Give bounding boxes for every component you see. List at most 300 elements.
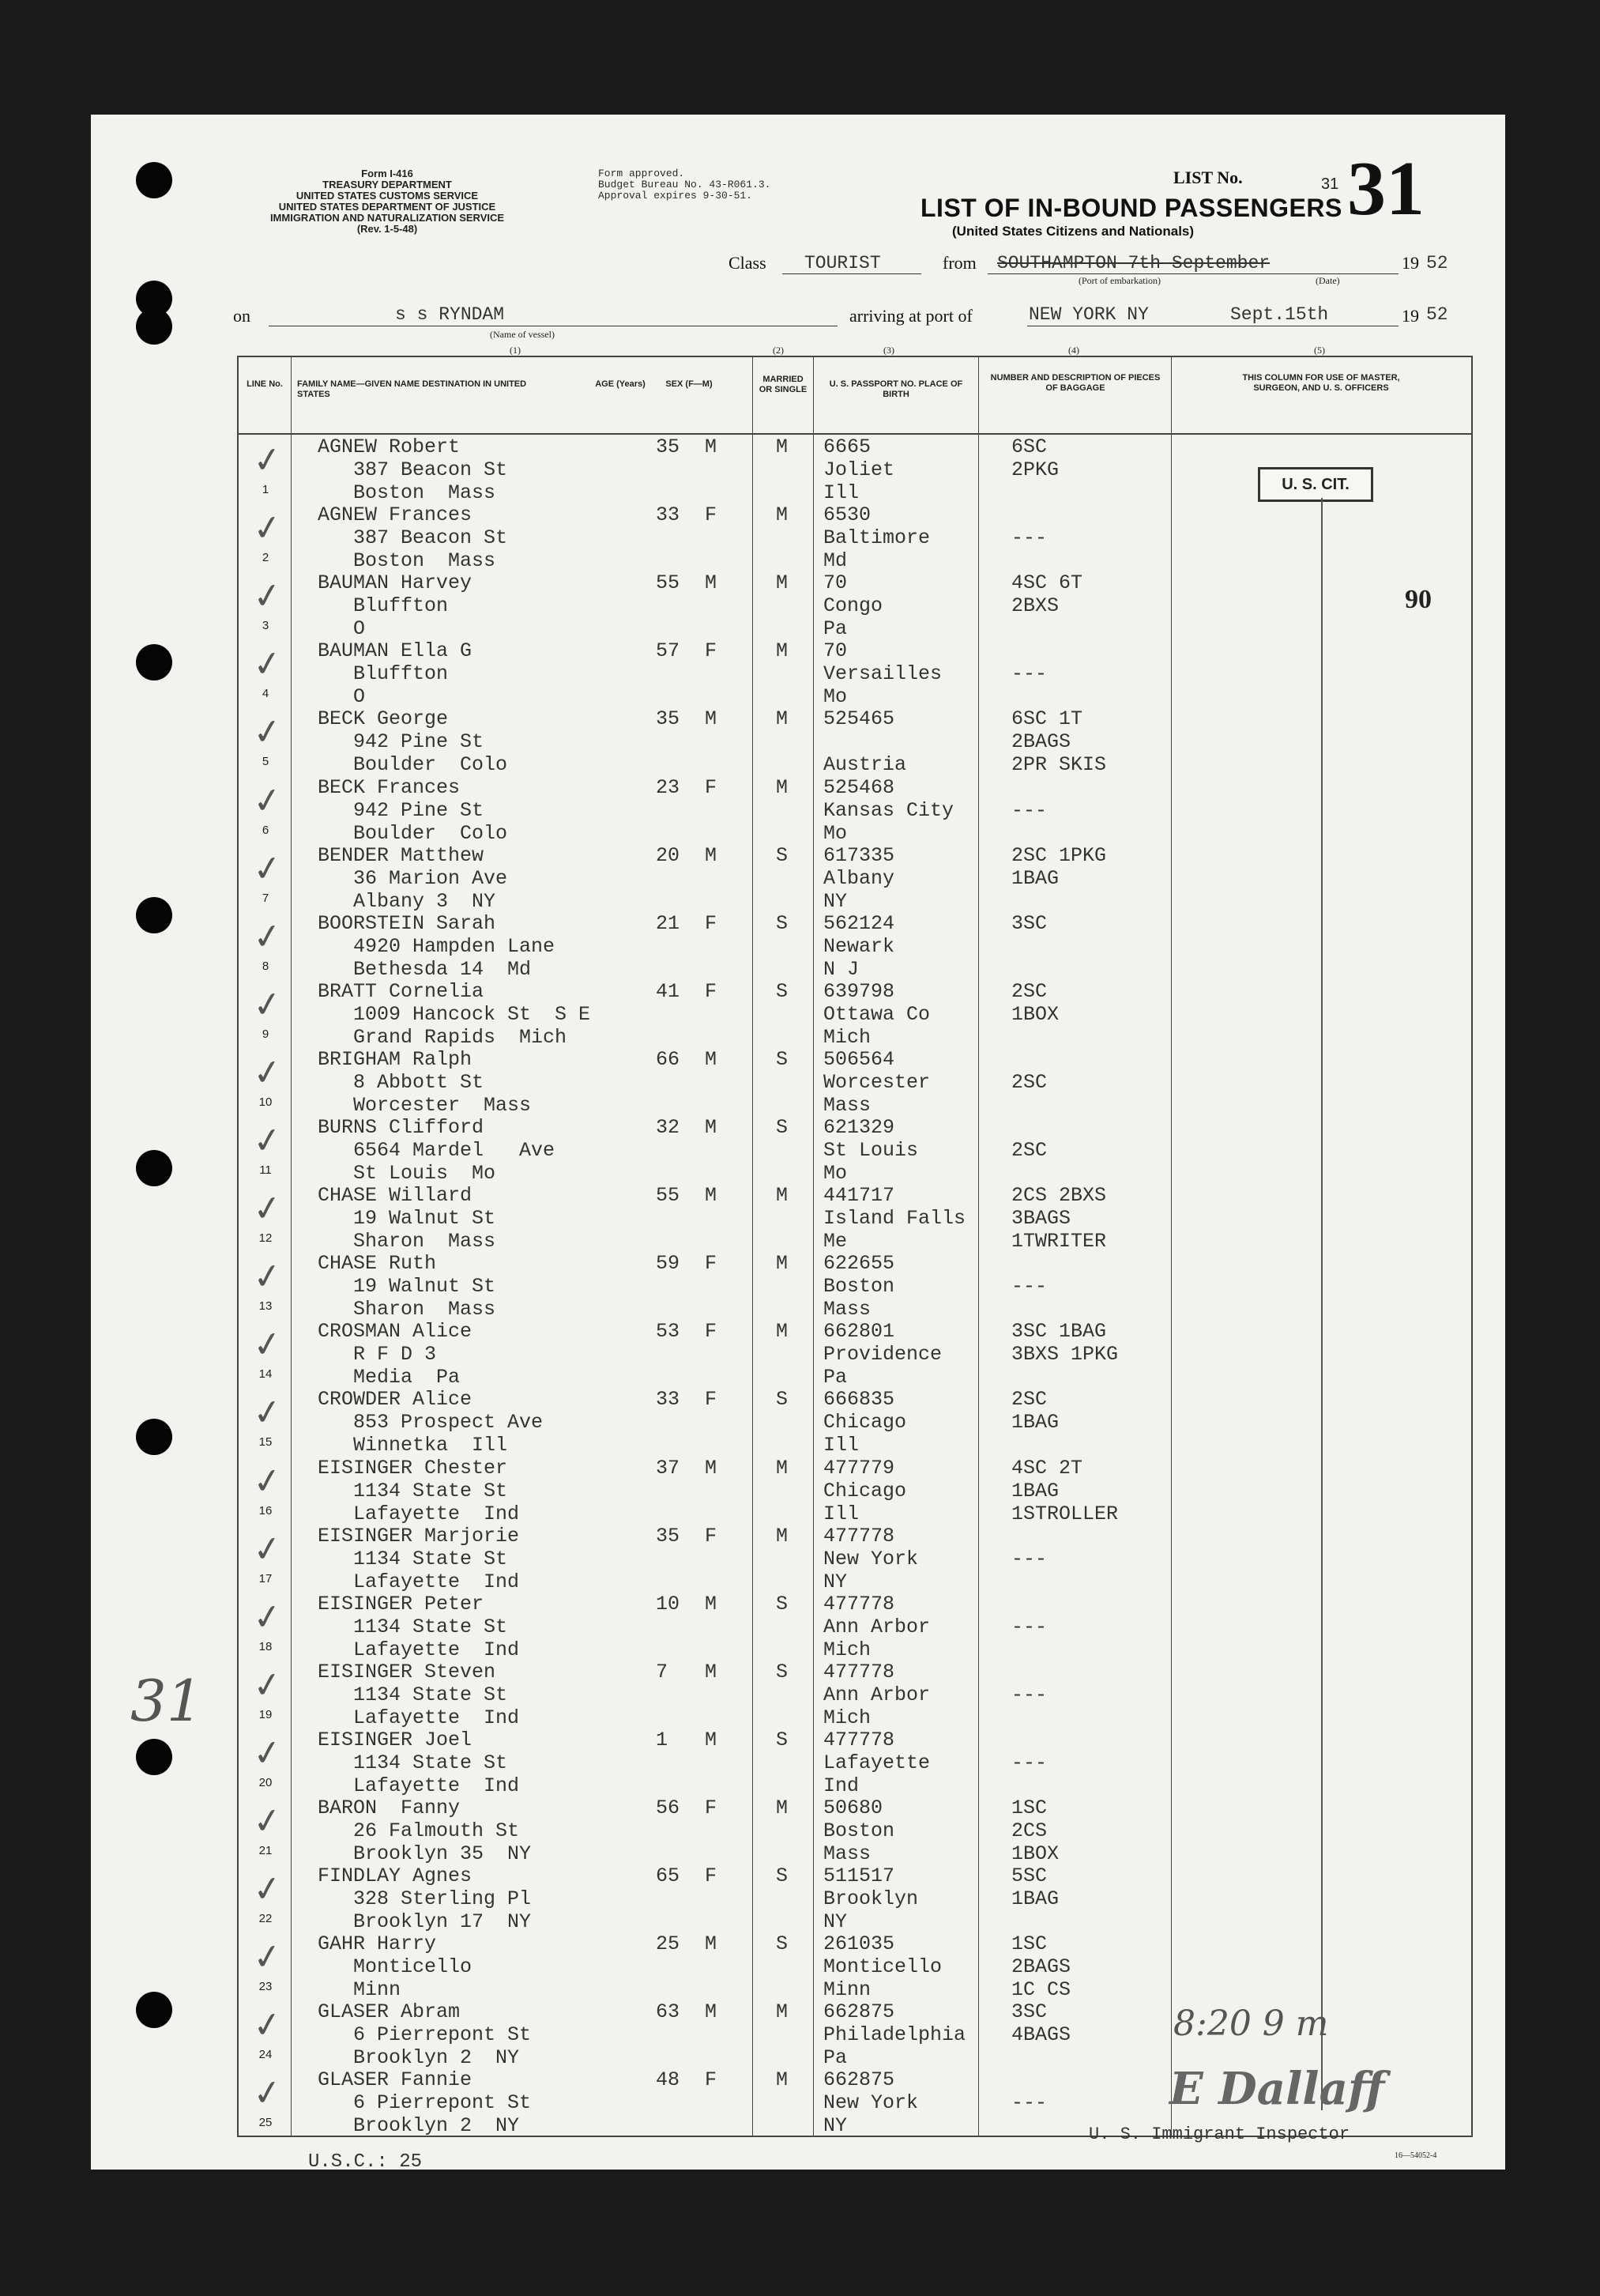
- birthplace: Island Falls: [823, 1207, 966, 1231]
- birthplace: Monticello: [823, 1955, 943, 1979]
- check-mark-icon: ✓: [250, 1935, 285, 1980]
- header-baggage: NUMBER AND DESCRIPTION OF PIECES OF BAGGAGE: [990, 373, 1161, 393]
- age: 35: [656, 707, 680, 731]
- table-row: [239, 1386, 1471, 1457]
- line-number: 18: [258, 1639, 273, 1653]
- header-married: MARRIED OR SINGLE: [759, 375, 808, 394]
- marital-status: S: [776, 1047, 789, 1071]
- sex: M: [705, 1184, 717, 1208]
- col-num: (1): [510, 345, 521, 356]
- baggage: 4BAGS: [1011, 2023, 1071, 2047]
- vessel-caption: (Name of vessel): [490, 329, 555, 340]
- baggage: 1BOX: [1011, 1842, 1060, 1865]
- check-mark-icon: ✓: [250, 1118, 285, 1163]
- baggage: 1C CS: [1011, 1978, 1071, 2002]
- passport-no: 639798: [823, 979, 895, 1003]
- age: 65: [656, 1864, 680, 1888]
- address-line: 26 Falmouth St: [353, 1819, 520, 1842]
- birthplace: Albany: [823, 866, 895, 890]
- address-city: Boston Mass: [353, 481, 496, 504]
- table-row: [239, 1114, 1471, 1185]
- year-label: 19: [1402, 253, 1419, 273]
- passenger-name: BURNS Clifford: [318, 1116, 484, 1139]
- birthplace: Ann Arbor: [823, 1615, 931, 1638]
- birthplace-state: Pa: [823, 2046, 848, 2070]
- address-city: Lafayette Ind: [353, 1706, 520, 1729]
- birthplace: New York: [823, 2091, 919, 2115]
- address-line: 1134 State St: [353, 1615, 508, 1638]
- baggage: 2CS 2BXS: [1011, 1184, 1107, 1208]
- list-no-small: 31: [1321, 175, 1339, 193]
- passenger-name: GLASER Fannie: [318, 2068, 472, 2092]
- table-row: [239, 1795, 1471, 1865]
- birthplace: Congo: [823, 594, 883, 618]
- table-row: [239, 1727, 1471, 1797]
- line-number: 24: [258, 2048, 273, 2062]
- address-city: Sharon Mass: [353, 1230, 496, 1254]
- header-line-no: LINE No.: [247, 379, 283, 389]
- binder-hole: [136, 897, 172, 933]
- address-line: 1134 State St: [353, 1479, 508, 1502]
- address-line: 1134 State St: [353, 1547, 508, 1570]
- check-mark-icon: ✓: [250, 1867, 285, 1912]
- marital-status: S: [776, 979, 789, 1003]
- date-caption: (Date): [1316, 275, 1340, 286]
- age: 33: [656, 1388, 680, 1412]
- sex: M: [705, 1932, 717, 1956]
- form-title: LIST OF IN-BOUND PASSENGERS: [920, 194, 1342, 222]
- baggage: 4SC 2T: [1011, 1456, 1083, 1480]
- col-num: (2): [773, 345, 784, 356]
- passenger-name: BAUMAN Harvey: [318, 571, 472, 595]
- check-mark-icon: ✓: [250, 1527, 285, 1571]
- passenger-name: CHASE Willard: [318, 1184, 472, 1208]
- treasury-dept: TREASURY DEPARTMENT: [322, 179, 452, 190]
- address-line: 6 Pierrepont St: [353, 2023, 532, 2047]
- birthplace: Chicago: [823, 1479, 907, 1502]
- age: 21: [656, 911, 680, 935]
- age: 63: [656, 2000, 680, 2024]
- birthplace-state: NY: [823, 1570, 848, 1593]
- table-row: [239, 706, 1471, 777]
- arriving-label: arriving at port of: [849, 306, 973, 326]
- marital-status: M: [776, 639, 789, 663]
- passenger-name: EISINGER Marjorie: [318, 1524, 520, 1548]
- baggage: ---: [1011, 1751, 1048, 1774]
- marital-status: M: [776, 1184, 789, 1208]
- passenger-name: GLASER Abram: [318, 2000, 461, 2024]
- birthplace: New York: [823, 1547, 919, 1570]
- birthplace-state: Md: [823, 549, 848, 573]
- approval-expiry: Approval expires 9-30-51.: [598, 190, 753, 202]
- passenger-name: AGNEW Robert: [318, 435, 461, 458]
- header-officers: THIS COLUMN FOR USE OF MASTER, SURGEON, AND U. S. OFFICERS: [1242, 373, 1400, 393]
- table-row: [239, 978, 1471, 1049]
- check-mark-icon: ✓: [250, 642, 285, 687]
- check-mark-icon: ✓: [250, 914, 285, 959]
- check-mark-icon: ✓: [250, 1050, 285, 1095]
- birthplace-state: Pa: [823, 1366, 848, 1389]
- line-number: 22: [258, 1912, 273, 1926]
- baggage: 2PKG: [1011, 458, 1060, 481]
- table-row: [239, 775, 1471, 845]
- line-number: 13: [258, 1299, 273, 1314]
- check-mark-icon: ✓: [250, 1799, 285, 1844]
- check-mark-icon: ✓: [250, 2072, 285, 2116]
- birthplace-state: N J: [823, 957, 860, 981]
- customs-service: UNITED STATES CUSTOMS SERVICE: [296, 190, 479, 202]
- header-sex: SEX (F—M): [665, 379, 713, 389]
- address-line: Bluffton: [353, 662, 449, 686]
- baggage: ---: [1011, 1275, 1048, 1299]
- check-mark-icon: ✓: [250, 846, 285, 891]
- address-line: 853 Prospect Ave: [353, 1411, 544, 1435]
- address-line: 1009 Hancock St S E: [353, 1002, 591, 1026]
- marital-status: M: [776, 2068, 789, 2092]
- birthplace-state: Ind: [823, 1774, 860, 1797]
- passenger-name: EISINGER Steven: [318, 1660, 496, 1683]
- age: 66: [656, 1047, 680, 1071]
- on-label: on: [233, 306, 250, 326]
- baggage: 2BAGS: [1011, 1955, 1071, 1979]
- birthplace: Philadelphia: [823, 2023, 966, 2047]
- table-row: [239, 1455, 1471, 1525]
- sex: F: [705, 1524, 717, 1548]
- check-mark-icon: ✓: [250, 1459, 285, 1503]
- passport-no: 477779: [823, 1456, 895, 1480]
- line-number: 10: [258, 1095, 273, 1109]
- table-row: [239, 843, 1471, 913]
- table-row: [239, 1863, 1471, 1934]
- baggage: 1BOX: [1011, 1002, 1060, 1026]
- line-number: 20: [258, 1775, 273, 1789]
- passport-no: 525468: [823, 775, 895, 799]
- address-city: Sharon Mass: [353, 1298, 496, 1321]
- line-number: 19: [258, 1707, 273, 1721]
- baggage: 2BXS: [1011, 594, 1060, 618]
- sex: M: [705, 1456, 717, 1480]
- passenger-name: GAHR Harry: [318, 1932, 437, 1956]
- address-line: 8 Abbott St: [353, 1070, 484, 1094]
- age: 23: [656, 775, 680, 799]
- age: 1: [656, 1728, 668, 1751]
- marital-status: S: [776, 843, 789, 867]
- check-mark-icon: ✓: [250, 1391, 285, 1435]
- address-city: Boston Mass: [353, 549, 496, 573]
- address-city: Winnetka Ill: [353, 1434, 508, 1457]
- marital-status: S: [776, 1116, 789, 1139]
- budget-bureau: Budget Bureau No. 43-R061.3.: [598, 179, 771, 190]
- passport-no: 562124: [823, 911, 895, 935]
- sex: F: [705, 1864, 717, 1888]
- header-age: AGE (Years): [595, 379, 646, 389]
- baggage: ---: [1011, 1683, 1048, 1706]
- passenger-name: CROSMAN Alice: [318, 1320, 472, 1344]
- age: 55: [656, 1184, 680, 1208]
- sex: M: [705, 1728, 717, 1751]
- table-row: [239, 1591, 1471, 1661]
- handwritten-time: 8:20 9 m: [1173, 2004, 1329, 2044]
- birthplace-state: NY: [823, 2114, 848, 2138]
- birthplace-state: Mass: [823, 1093, 872, 1117]
- sex: F: [705, 503, 717, 527]
- birthplace-state: Pa: [823, 617, 848, 641]
- birthplace: Ann Arbor: [823, 1683, 931, 1706]
- form-number: Form I-416: [361, 168, 413, 179]
- baggage: 3SC: [1011, 2000, 1048, 2024]
- passenger-name: BECK Frances: [318, 775, 461, 799]
- passport-no: 622655: [823, 1252, 895, 1276]
- birthplace: Kansas City: [823, 798, 954, 822]
- passenger-name: BARON Fanny: [318, 1796, 461, 1819]
- line-number: 25: [258, 2116, 273, 2130]
- baggage: 1BAG: [1011, 1887, 1060, 1911]
- sex: M: [705, 1047, 717, 1071]
- col-num: (5): [1314, 345, 1325, 356]
- table-row: [239, 1046, 1471, 1117]
- address-city: Boulder Colo: [353, 821, 508, 845]
- birthplace: Baltimore: [823, 526, 931, 550]
- table-row: [239, 910, 1471, 981]
- baggage: ---: [1011, 526, 1048, 550]
- baggage: 2SC: [1011, 1388, 1048, 1412]
- arrival-year-label: 19: [1402, 306, 1419, 326]
- baggage: 1SC: [1011, 1796, 1048, 1819]
- line-number: 21: [258, 1844, 273, 1857]
- binder-hole: [136, 1992, 172, 2028]
- passport-no: 477778: [823, 1728, 895, 1751]
- birthplace-state: Ill: [823, 1502, 860, 1525]
- us-citizen-stamp: U. S. CIT.: [1258, 467, 1373, 502]
- birthplace-state: Me: [823, 1230, 848, 1254]
- sex: F: [705, 1388, 717, 1412]
- table-row: [239, 1523, 1471, 1593]
- birthplace: Boston: [823, 1819, 895, 1842]
- birthplace: Brooklyn: [823, 1887, 919, 1911]
- table-row: [239, 638, 1471, 709]
- line-number: 12: [258, 1231, 273, 1246]
- binder-hole: [136, 162, 172, 198]
- line-number: 17: [258, 1571, 273, 1585]
- col-num: (4): [1068, 345, 1079, 356]
- line-number: 8: [262, 959, 269, 973]
- form-subtitle: (United States Citizens and Nationals): [952, 224, 1195, 239]
- line-number: 7: [262, 891, 269, 905]
- passenger-name: BAUMAN Ella G: [318, 639, 472, 663]
- birthplace-state: Minn: [823, 1978, 872, 2002]
- address-city: Minn: [353, 1978, 401, 2002]
- line-number: 11: [259, 1163, 272, 1177]
- address-line: 6564 Mardel Ave: [353, 1139, 555, 1162]
- ins-service: IMMIGRATION AND NATURALIZATION SERVICE: [269, 212, 505, 224]
- passport-no: 525465: [823, 707, 895, 731]
- table-row: [239, 1250, 1471, 1321]
- marital-status: M: [776, 435, 789, 458]
- marital-status: S: [776, 1592, 789, 1615]
- marital-status: S: [776, 1864, 789, 1888]
- line-number: 15: [258, 1435, 273, 1450]
- arrival-year: 52: [1426, 304, 1448, 325]
- passport-no: 6665: [823, 435, 872, 458]
- line-number: 9: [262, 1027, 269, 1041]
- baggage: 2SC 1PKG: [1011, 843, 1107, 867]
- address-city: Lafayette Ind: [353, 1570, 520, 1593]
- baggage: 2CS: [1011, 1819, 1048, 1842]
- birthplace-state: NY: [823, 889, 848, 913]
- address-line: 387 Beacon St: [353, 458, 508, 481]
- age: 20: [656, 843, 680, 867]
- address-line: 328 Sterling Pl: [353, 1887, 532, 1911]
- birthplace-state: Ill: [823, 1434, 860, 1457]
- baggage: 2PR SKIS: [1011, 753, 1107, 777]
- baggage: 3SC 1BAG: [1011, 1320, 1107, 1344]
- address-line: 387 Beacon St: [353, 526, 508, 550]
- birthplace: Newark: [823, 934, 895, 958]
- baggage: 4SC 6T: [1011, 571, 1083, 595]
- marital-status: M: [776, 1320, 789, 1344]
- passport-no: 477778: [823, 1592, 895, 1615]
- marital-status: M: [776, 2000, 789, 2024]
- baggage: 3SC: [1011, 911, 1048, 935]
- passport-no: 477778: [823, 1660, 895, 1683]
- address-city: Bethesda 14 Md: [353, 957, 532, 981]
- binder-hole: [136, 308, 172, 345]
- birthplace-state: Mo: [823, 685, 848, 709]
- line-number: 14: [258, 1367, 273, 1382]
- form-agency-block: [233, 168, 541, 235]
- age: 56: [656, 1796, 680, 1819]
- check-mark-icon: ✓: [250, 1731, 285, 1776]
- check-mark-icon: ✓: [250, 711, 285, 755]
- header-name: FAMILY NAME—GIVEN NAME DESTINATION IN UNITED STATES: [297, 379, 527, 399]
- sex: M: [705, 2000, 717, 2024]
- address-line: Bluffton: [353, 594, 449, 618]
- passport-no: 662875: [823, 2000, 895, 2024]
- passport-no: 6530: [823, 503, 872, 527]
- passenger-name: EISINGER Chester: [318, 1456, 508, 1480]
- baggage: 2SC: [1011, 979, 1048, 1003]
- address-line: 6 Pierrepont St: [353, 2091, 532, 2115]
- age: 37: [656, 1456, 680, 1480]
- sex: M: [705, 843, 717, 867]
- birthplace: Versailles: [823, 662, 943, 686]
- baggage: ---: [1011, 1615, 1048, 1638]
- binder-hole: [136, 1739, 172, 1775]
- baggage: ---: [1011, 662, 1048, 686]
- form-approval-block: [598, 168, 770, 202]
- sex: F: [705, 911, 717, 935]
- address-line: R F D 3: [353, 1343, 437, 1367]
- embarkation-value: SOUTHAMPTON 7th September: [997, 253, 1271, 273]
- passenger-table: [237, 356, 1473, 2137]
- marital-status: M: [776, 571, 789, 595]
- check-mark-icon: ✓: [250, 1663, 285, 1708]
- check-mark-icon: ✓: [250, 1254, 285, 1299]
- age: 53: [656, 1320, 680, 1344]
- age: 32: [656, 1116, 680, 1139]
- birthplace-state: Mich: [823, 1638, 872, 1661]
- sex: F: [705, 979, 717, 1003]
- address-city: Brooklyn 2 NY: [353, 2114, 520, 2138]
- birthplace-state: Mass: [823, 1842, 872, 1865]
- address-line: 36 Marion Ave: [353, 866, 508, 890]
- baggage: 6SC: [1011, 435, 1048, 458]
- age: 41: [656, 979, 680, 1003]
- address-line: 942 Pine St: [353, 798, 484, 822]
- inspector-signature: E Dallaff: [1169, 2063, 1385, 2115]
- sex: M: [705, 571, 717, 595]
- line-number: 3: [262, 619, 269, 633]
- baggage: 1SC: [1011, 1932, 1048, 1956]
- passenger-name: BOORSTEIN Sarah: [318, 911, 496, 935]
- from-underline: [988, 273, 1399, 274]
- passport-no: 477778: [823, 1524, 895, 1548]
- marital-status: S: [776, 911, 789, 935]
- birthplace-state: Mo: [823, 821, 848, 845]
- address-city: O: [353, 617, 366, 641]
- line-number: 2: [262, 551, 269, 565]
- sex: F: [705, 1320, 717, 1344]
- citizen-count: U.S.C.: 25: [308, 2151, 423, 2173]
- marital-status: M: [776, 503, 789, 527]
- birthplace: Worcester: [823, 1070, 931, 1094]
- table-row: [239, 570, 1471, 641]
- marital-status: M: [776, 707, 789, 731]
- passenger-name: EISINGER Peter: [318, 1592, 484, 1615]
- marital-status: S: [776, 1932, 789, 1956]
- baggage: ---: [1011, 2091, 1048, 2115]
- birthplace-state: Austria: [823, 753, 907, 777]
- address-city: Lafayette Ind: [353, 1638, 520, 1661]
- age: 35: [656, 1524, 680, 1548]
- address-line: 942 Pine St: [353, 730, 484, 754]
- list-number: 31: [1347, 146, 1425, 232]
- marital-status: M: [776, 1524, 789, 1548]
- birthplace: Joliet: [823, 458, 895, 481]
- birthplace-state: NY: [823, 1910, 848, 1934]
- sex: F: [705, 1796, 717, 1819]
- age: 10: [656, 1592, 680, 1615]
- age: 35: [656, 435, 680, 458]
- passenger-name: CROWDER Alice: [318, 1388, 472, 1412]
- table-row: [239, 1318, 1471, 1389]
- passport-no: 261035: [823, 1932, 895, 1956]
- baggage: 2SC: [1011, 1139, 1048, 1162]
- address-city: Boulder Colo: [353, 753, 508, 777]
- age: 59: [656, 1252, 680, 1276]
- sex: M: [705, 1116, 717, 1139]
- print-code: 16—54052-4: [1395, 2151, 1437, 2160]
- address-city: Lafayette Ind: [353, 1502, 520, 1525]
- birthplace-state: Mich: [823, 1706, 872, 1729]
- baggage: 2SC: [1011, 1070, 1048, 1094]
- check-mark-icon: ✓: [250, 506, 285, 551]
- line-number: 16: [258, 1503, 273, 1517]
- birthplace: Ottawa Co: [823, 1002, 931, 1026]
- age: 48: [656, 2068, 680, 2092]
- birthplace: Boston: [823, 1275, 895, 1299]
- passport-no: 511517: [823, 1864, 895, 1888]
- year-value: 52: [1426, 253, 1448, 273]
- check-mark-icon: ✓: [250, 1595, 285, 1640]
- age: 57: [656, 639, 680, 663]
- table-row: [239, 1931, 1471, 2002]
- birthplace: St Louis: [823, 1139, 919, 1162]
- address-city: Albany 3 NY: [353, 889, 496, 913]
- line-number: 5: [262, 755, 269, 769]
- marital-status: M: [776, 775, 789, 799]
- address-line: 1134 State St: [353, 1683, 508, 1706]
